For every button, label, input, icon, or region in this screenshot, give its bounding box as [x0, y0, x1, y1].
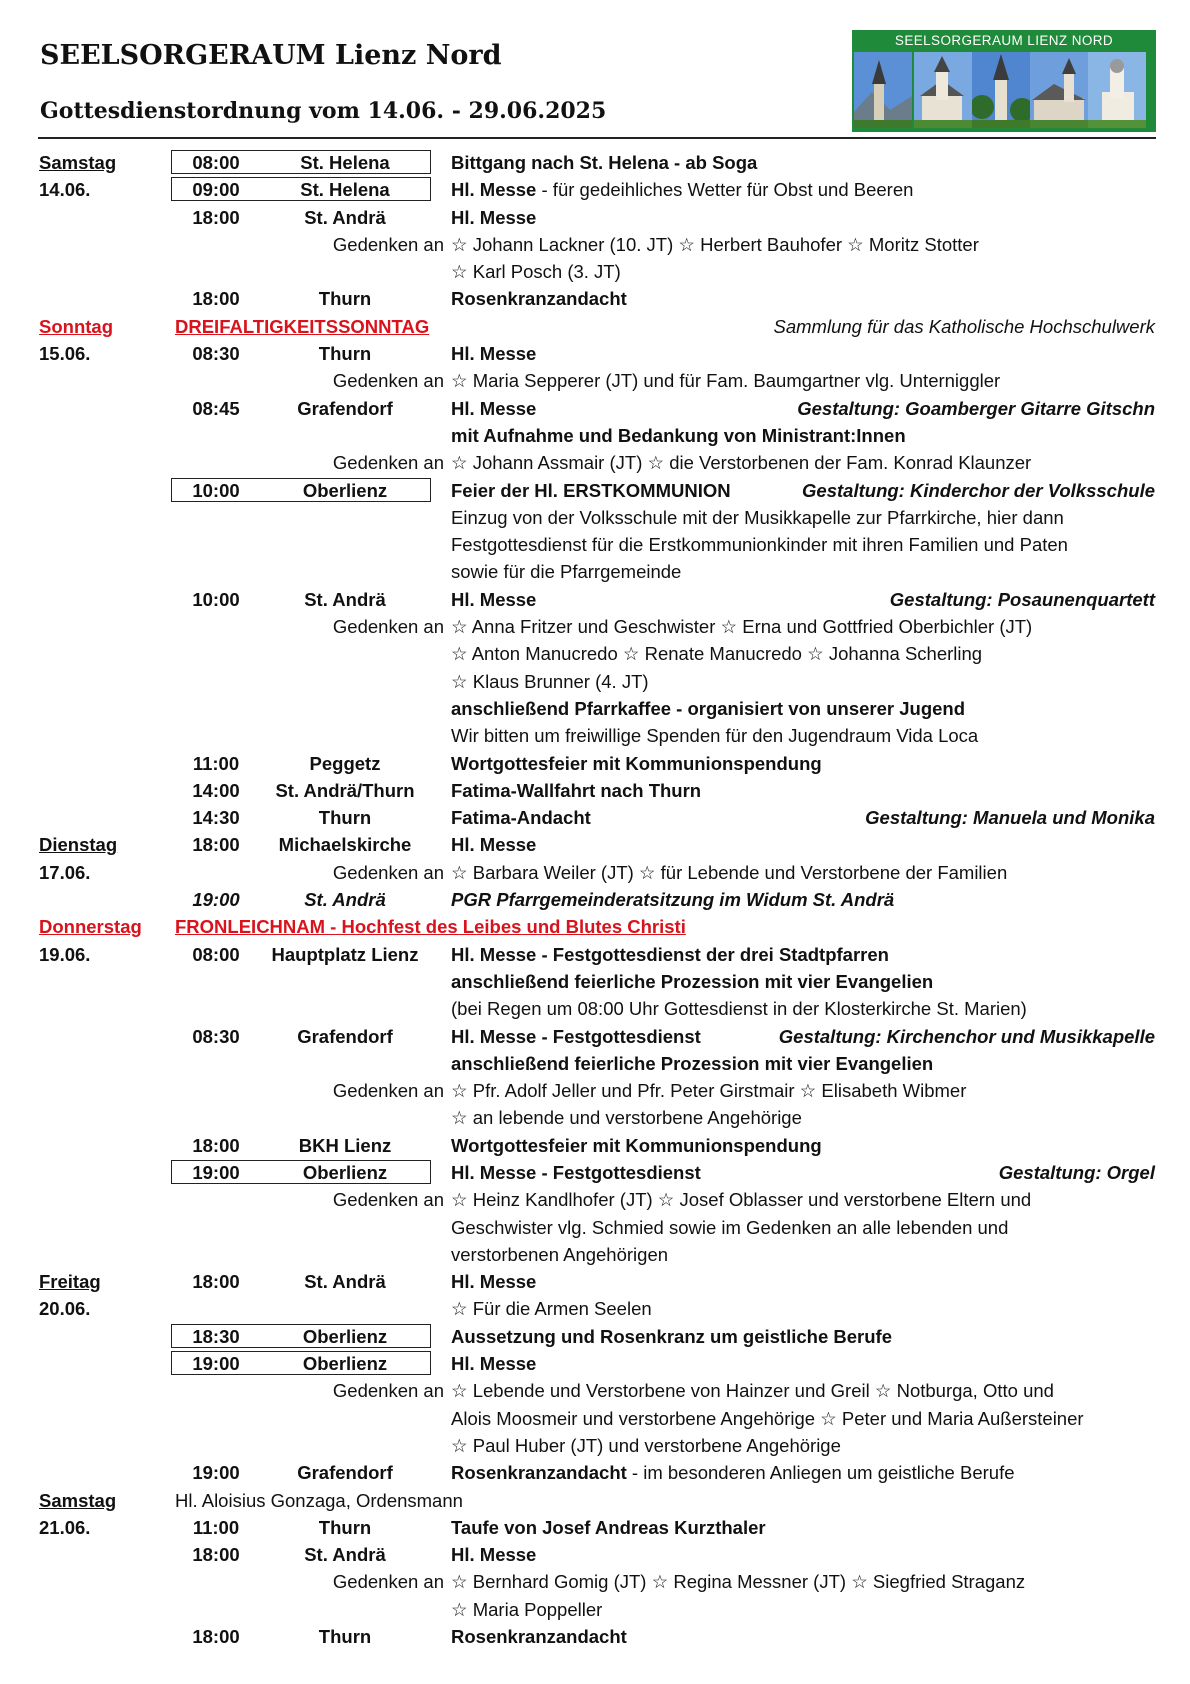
service-location: St. Helena: [300, 179, 390, 201]
service-note: - für gedeihliches Wetter für Obst und Beeren: [536, 179, 914, 201]
service-title: Rosenkranzandacht: [451, 1626, 627, 1648]
remembrance-names: ☆ Anna Fritzer und Geschwister ☆ Erna und Gottfried Oberbichler (JT): [451, 616, 1033, 638]
service-title: anschließend Pfarrkaffee - organisiert von unserer Jugend: [451, 697, 966, 719]
remembrance-names: ☆ an lebende und verstorbene Angehörige: [451, 1107, 802, 1129]
schedule-row: [0, 558, 1190, 585]
date: 15.06.: [39, 343, 91, 365]
date: 17.06.: [39, 861, 91, 883]
parish-logo: [852, 30, 1156, 132]
service-location: Oberlienz: [302, 1325, 388, 1347]
schedule-row: [0, 1050, 1190, 1077]
remembrance-label: Gedenken an: [332, 233, 444, 255]
service-title: Hl. Messe - Festgottesdienst: [451, 1161, 701, 1183]
service-time: 08:45: [192, 397, 240, 419]
service-location: St. Andrä: [304, 206, 386, 228]
schedule-row: [0, 258, 1190, 285]
service-time: 18:00: [192, 288, 240, 310]
service-title: Hl. Messe: [451, 1544, 537, 1566]
saint-day: Hl. Aloisius Gonzaga, Ordensmann: [175, 1489, 463, 1511]
schedule-row: [0, 1487, 1190, 1514]
church-photo: [1030, 52, 1088, 128]
remembrance-names: ☆ Für die Armen Seelen: [451, 1298, 652, 1320]
schedule-row: [0, 1159, 1190, 1186]
service-location: St. Andrä/Thurn: [275, 779, 415, 801]
service-location: Grafendorf: [297, 1025, 393, 1047]
service-location: St. Andrä: [304, 1544, 386, 1566]
schedule-row: [0, 313, 1190, 340]
church-photo: [914, 52, 972, 128]
schedule-row: [0, 504, 1190, 531]
remembrance-label: Gedenken an: [332, 1380, 444, 1402]
date: 14.06.: [39, 179, 91, 201]
service-time: 08:30: [192, 343, 240, 365]
remembrance-names: ☆ Johann Assmair (JT) ☆ die Verstorbenen der Fam. Konrad Klaunzer: [451, 452, 1032, 474]
service-title: anschließend feierliche Prozession mit vier Evangelien: [451, 970, 934, 992]
date: 21.06.: [39, 1516, 91, 1538]
service-location: Hauptplatz Lienz: [271, 943, 419, 965]
schedule-row: [0, 1432, 1190, 1459]
remembrance-names: verstorbenen Angehörigen: [451, 1243, 669, 1265]
schedule-row: [0, 1596, 1190, 1623]
remembrance-names: ☆ Anton Manucredo ☆ Renate Manucredo ☆ Johanna Scherling: [451, 643, 983, 665]
weekday: Samstag: [39, 152, 117, 173]
service-time: 18:00: [192, 834, 240, 856]
service-time: 18:30: [192, 1325, 240, 1347]
schedule-row: [0, 968, 1190, 995]
music-note: Gestaltung: Kinderchor der Volksschule: [802, 479, 1155, 501]
feast-day: FRONLEICHNAM - Hochfest des Leibes und Blutes Christi: [175, 916, 686, 938]
page-title: SEELSORGERAUM Lienz Nord: [40, 40, 502, 71]
remembrance-label: Gedenken an: [332, 1571, 444, 1593]
church-photo: [972, 52, 1030, 128]
music-note: Gestaltung: Goamberger Gitarre Gitschn: [797, 397, 1155, 419]
schedule-row: [0, 995, 1190, 1022]
service-location: Oberlienz: [302, 479, 388, 501]
feast-day: DREIFALTIGKEITSSONNTAG: [175, 315, 430, 337]
schedule-row: [0, 1405, 1190, 1432]
service-title: Fatima-Wallfahrt nach Thurn: [451, 779, 702, 801]
schedule-row: [0, 340, 1190, 367]
church-photo: [854, 52, 912, 128]
schedule-row: [0, 1350, 1190, 1377]
service-title: Rosenkranzandacht: [451, 1462, 627, 1484]
service-time: 18:00: [192, 1544, 240, 1566]
service-time: 08:30: [192, 1025, 240, 1047]
service-location: Thurn: [318, 343, 372, 365]
service-location: Thurn: [318, 1626, 372, 1648]
remembrance-label: Gedenken an: [332, 616, 444, 638]
service-location: St. Andrä: [304, 1271, 386, 1293]
service-time: 11:00: [192, 1516, 240, 1538]
schedule-row: [0, 477, 1190, 504]
music-note: Gestaltung: Posaunenquartett: [889, 588, 1155, 610]
service-time: 14:00: [192, 779, 240, 801]
service-description: [451, 1459, 1015, 1486]
schedule-row: [0, 777, 1190, 804]
service-title: Hl. Messe: [451, 588, 537, 610]
remembrance-names: ☆ Karl Posch (3. JT): [451, 261, 621, 283]
service-title: Hl. Messe: [451, 343, 537, 365]
service-title: Hl. Messe: [451, 179, 537, 201]
service-location: Oberlienz: [302, 1161, 388, 1183]
service-location: Thurn: [318, 288, 372, 310]
schedule-row: [0, 859, 1190, 886]
schedule-row: [0, 1186, 1190, 1213]
service-note: - im besonderen Anliegen um geistliche Berufe: [626, 1462, 1015, 1484]
schedule-row: [0, 285, 1190, 312]
service-title: Hl. Messe: [451, 1353, 537, 1375]
remembrance-label: Gedenken an: [332, 370, 444, 392]
service-location: Thurn: [318, 807, 372, 829]
schedule-row: [0, 750, 1190, 777]
schedule-row: [0, 1323, 1190, 1350]
header-divider: [38, 137, 1156, 139]
remembrance-label: Gedenken an: [332, 452, 444, 474]
service-detail: sowie für die Pfarrgemeinde: [451, 561, 682, 583]
service-title: anschließend feierliche Prozession mit vier Evangelien: [451, 1052, 934, 1074]
logo-banner-text: SEELSORGERAUM LIENZ NORD: [894, 33, 1114, 48]
service-time: 18:00: [192, 1134, 240, 1156]
remembrance-names: ☆ Paul Huber (JT) und verstorbene Angehörige: [451, 1434, 841, 1456]
remembrance-names: ☆ Maria Poppeller: [451, 1598, 603, 1620]
service-time: 09:00: [192, 179, 240, 201]
service-title: Fatima-Andacht: [451, 807, 591, 829]
service-description: [451, 176, 913, 203]
remembrance-names: ☆ Heinz Kandlhofer (JT) ☆ Josef Oblasser und verstorbene Eltern und: [451, 1189, 1032, 1211]
service-title: Bittgang nach St. Helena - ab Soga: [451, 152, 758, 173]
schedule-row: [0, 204, 1190, 231]
service-time: 19:00: [192, 1353, 240, 1375]
schedule-row: [0, 367, 1190, 394]
service-location: Grafendorf: [297, 397, 393, 419]
service-title: Hl. Messe - Festgottesdienst der drei Stadtpfarren: [451, 943, 889, 965]
schedule-row: [0, 531, 1190, 558]
meeting-title: PGR Pfarrgemeinderatsitzung im Widum St. Andrä: [451, 889, 895, 911]
service-time: 10:00: [192, 479, 240, 501]
service-title: Aussetzung und Rosenkranz um geistliche Berufe: [451, 1325, 892, 1347]
remembrance-names: Alois Moosmeir und verstorbene Angehörige ☆ Peter und Maria Außersteiner: [451, 1407, 1084, 1429]
weekday: Dienstag: [39, 834, 118, 856]
schedule-row: [0, 886, 1190, 913]
schedule-row: [0, 1568, 1190, 1595]
service-time: 18:00: [192, 206, 240, 228]
meeting-location: St. Andrä: [304, 889, 386, 911]
schedule-row: [0, 1541, 1190, 1568]
collection-note: Sammlung für das Katholische Hochschulwerk: [773, 315, 1155, 337]
schedule-row: [0, 1077, 1190, 1104]
service-detail: Festgottesdienst für die Erstkommunionkinder mit ihren Familien und Paten: [451, 534, 1068, 556]
schedule-row: [0, 449, 1190, 476]
music-note: Gestaltung: Kirchenchor und Musikkapelle: [778, 1025, 1155, 1047]
remembrance-names: ☆ Johann Lackner (10. JT) ☆ Herbert Bauhofer ☆ Moritz Stotter: [451, 233, 979, 255]
music-note: Gestaltung: Manuela und Monika: [865, 807, 1155, 829]
schedule-row: [0, 1104, 1190, 1131]
schedule-row: [0, 640, 1190, 667]
service-title: Hl. Messe: [451, 834, 537, 856]
page-subtitle: Gottesdienstordnung vom 14.06. - 29.06.2025: [40, 98, 607, 124]
service-time: 10:00: [192, 588, 240, 610]
schedule-row: [0, 613, 1190, 640]
remembrance-names: ☆ Klaus Brunner (4. JT): [451, 670, 649, 692]
schedule-row: [0, 1514, 1190, 1541]
weekday: Donnerstag: [39, 916, 142, 938]
schedule-row: [0, 668, 1190, 695]
remembrance-names: ☆ Maria Sepperer (JT) und für Fam. Baumgartner vlg. Unterniggler: [451, 370, 1001, 392]
weekday: Samstag: [39, 1489, 117, 1511]
schedule-row: [0, 1132, 1190, 1159]
schedule-row: [0, 422, 1190, 449]
schedule-row: [0, 1241, 1190, 1268]
schedule-row: [0, 1214, 1190, 1241]
remembrance-names: ☆ Pfr. Adolf Jeller und Pfr. Peter Girstmair ☆ Elisabeth Wibmer: [451, 1080, 967, 1102]
church-photo: [1088, 52, 1146, 128]
music-note: Gestaltung: Orgel: [998, 1161, 1155, 1183]
schedule-row: [0, 1459, 1190, 1486]
schedule-row: [0, 941, 1190, 968]
remembrance-names: ☆ Barbara Weiler (JT) ☆ für Lebende und Verstorbene der Familien: [451, 861, 1008, 883]
remembrance-names: ☆ Lebende und Verstorbene von Hainzer und Greil ☆ Notburga, Otto und: [451, 1380, 1054, 1402]
schedule-row: [0, 831, 1190, 858]
service-title: Wortgottesfeier mit Kommunionspendung: [451, 1134, 822, 1156]
service-location: BKH Lienz: [298, 1134, 392, 1156]
service-detail: Wir bitten um freiwillige Spenden für den Jugendraum Vida Loca: [451, 725, 979, 747]
service-time: 19:00: [192, 1462, 240, 1484]
service-time: 18:00: [192, 1271, 240, 1293]
schedule-row: [0, 1023, 1190, 1050]
service-title: Feier der Hl. ERSTKOMMUNION: [451, 479, 731, 501]
service-location: Peggetz: [309, 752, 381, 774]
weekday: Freitag: [39, 1271, 101, 1293]
remembrance-label: Gedenken an: [332, 1189, 444, 1211]
service-title: Hl. Messe - Festgottesdienst: [451, 1025, 701, 1047]
schedule-row: [0, 804, 1190, 831]
schedule-row: [0, 149, 1190, 176]
service-title: mit Aufnahme und Bedankung von Ministrant:Innen: [451, 424, 906, 446]
service-time: 18:00: [192, 1626, 240, 1648]
schedule-row: [0, 722, 1190, 749]
date: 20.06.: [39, 1298, 91, 1320]
service-time: 11:00: [192, 752, 240, 774]
service-location: Michaelskirche: [278, 834, 412, 856]
service-location: St. Andrä: [304, 588, 386, 610]
service-title: Wortgottesfeier mit Kommunionspendung: [451, 752, 822, 774]
service-title: Hl. Messe: [451, 397, 537, 419]
weekday: Sonntag: [39, 315, 113, 337]
schedule-row: [0, 1623, 1190, 1650]
schedule-row: [0, 1377, 1190, 1404]
service-time: 08:00: [192, 943, 240, 965]
service-time: 14:30: [192, 807, 240, 829]
service-location: Oberlienz: [302, 1353, 388, 1375]
service-location: Thurn: [318, 1516, 372, 1538]
meeting-time: 19:00: [192, 889, 240, 911]
schedule-row: [0, 395, 1190, 422]
service-time: 19:00: [192, 1161, 240, 1183]
service-title: Hl. Messe: [451, 1271, 537, 1293]
date: 19.06.: [39, 943, 91, 965]
remembrance-names: ☆ Bernhard Gomig (JT) ☆ Regina Messner (JT) ☆ Siegfried Straganz: [451, 1571, 1026, 1593]
service-schedule: [0, 149, 1190, 1650]
schedule-row: [0, 586, 1190, 613]
service-detail: Einzug von der Volksschule mit der Musikkapelle zur Pfarrkirche, hier dann: [451, 506, 1064, 528]
schedule-row: [0, 231, 1190, 258]
schedule-row: [0, 1295, 1190, 1322]
service-title: Taufe von Josef Andreas Kurzthaler: [451, 1516, 766, 1538]
service-title: Hl. Messe: [451, 206, 537, 228]
schedule-row: [0, 1268, 1190, 1295]
service-detail: (bei Regen um 08:00 Uhr Gottesdienst in der Klosterkirche St. Marien): [451, 998, 1027, 1020]
service-time: 08:00: [192, 152, 240, 173]
schedule-row: [0, 695, 1190, 722]
remembrance-label: Gedenken an: [332, 1080, 444, 1102]
remembrance-names: Geschwister vlg. Schmied sowie im Gedenken an alle lebenden und: [451, 1216, 1009, 1238]
schedule-row: [0, 176, 1190, 203]
service-title: Rosenkranzandacht: [451, 288, 627, 310]
remembrance-label: Gedenken an: [332, 861, 444, 883]
service-location: Grafendorf: [297, 1462, 393, 1484]
service-location: St. Helena: [300, 152, 390, 173]
schedule-row: [0, 913, 1190, 940]
